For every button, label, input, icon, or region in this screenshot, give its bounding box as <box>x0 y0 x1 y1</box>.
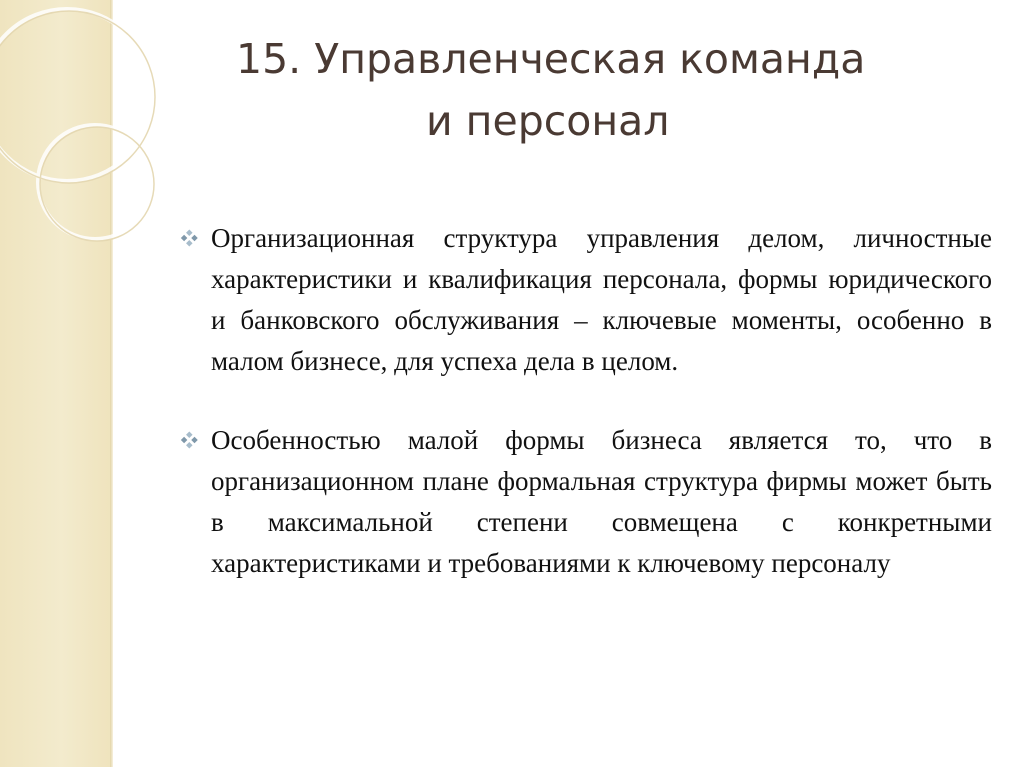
bullet-item-2 <box>180 420 992 584</box>
bullet-list <box>180 218 992 622</box>
slide-title-line-1: 15. Управленческая команда <box>236 35 866 83</box>
decor-ring-upper <box>0 9 153 181</box>
decorative-rings <box>0 0 160 767</box>
bullet-item-1 <box>180 218 992 382</box>
bullet-text-1: Организационная структура управления делом, личностные характеристики и квалификация персонала, формы юридического и банковского обслуживания – ключевые моменты, особенно в малом бизнесе, для успеха дела в целом. <box>211 223 992 376</box>
decor-ring-lower-shadow <box>40 127 154 241</box>
bullet-text-2: Особенностью малой формы бизнеса является то, что в организационном плане формальная структура фирмы может быть в максимальной степени совмещена с конкретными характеристиками и требованиями к ключевому персоналу <box>211 425 992 578</box>
diamond-bullet-icon <box>180 431 198 449</box>
slide-title-line-2: и персонал <box>426 97 670 145</box>
slide-title <box>200 28 960 152</box>
diamond-bullet-icon <box>180 229 198 247</box>
